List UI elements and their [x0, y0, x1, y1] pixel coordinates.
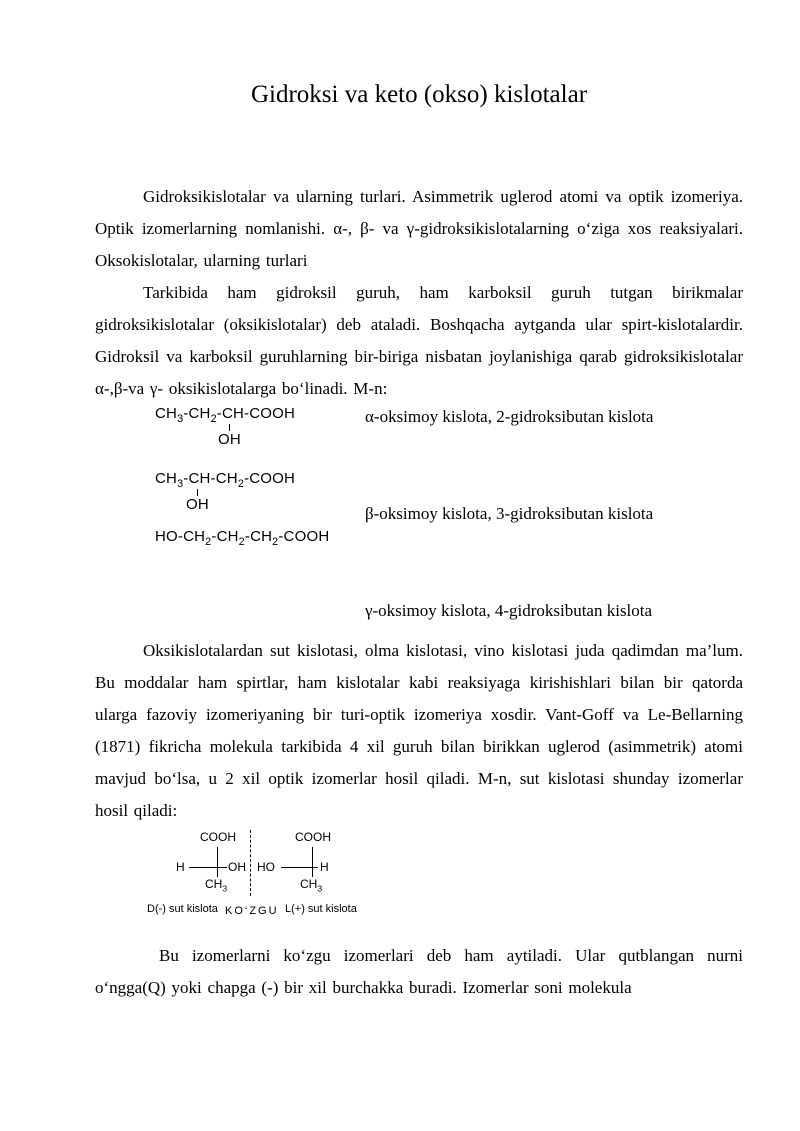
formula-alpha-hydroxyl: OH	[218, 431, 241, 448]
mirror-diagram	[95, 827, 743, 927]
right-molecule-vertical-bond	[312, 847, 313, 877]
paragraph-intro: Gidroksikislotalar va ularning turlari. Asimmetrik uglerod atomi va optik izomeriya. Optik izomerlarning nomlanishi. α-, β- va γ-gidroksikislotalarning o‘ziga xos reaksiyalari. Oksokislotalar, ularning turlari	[95, 187, 743, 270]
formula-gamma-label: γ-oksimoy kislota, 4-gidroksibutan kislota	[365, 601, 653, 620]
left-molecule-oh: OH	[228, 860, 246, 874]
right-molecule-h: H	[320, 860, 329, 874]
right-molecule-ch3: $CH_3$	[300, 877, 323, 894]
bond-line-beta	[197, 489, 198, 496]
formula-section	[95, 405, 743, 635]
formula-beta-structure: $CH_3-CH-CH_2$-COOH	[155, 470, 296, 490]
left-molecule-cooh: COOH	[200, 830, 236, 844]
paragraph-history: Oksikislotalardan sut kislotasi, olma kislotasi, vino kislotasi juda qadimdan ma’lum. Bu moddalar ham spirtlar, ham kislotalar kabi reaksiyaga kirishishlari bilan bir qatorda ularga fazoviy izomeriyaning bir turi-optik izomeriya xosdir. Vant-Goff va Le-Bellarning (1871) fikricha molekula tarkibida 4 xil guruh bilan birikkan uglerod (asimmetrik) atomi mavjud bo‘lsa, u 2 xil optik izomerlar hosil qiladi. M-n, sut kislotasi shunday izomerlar hosil qiladi:	[95, 641, 743, 820]
formula-alpha-structure: $CH_3-CH_2-CH$-COOH	[155, 405, 296, 425]
right-molecule-cooh: COOH	[295, 830, 331, 844]
paragraph-definition: Tarkibida ham gidroksil guruh, ham karboksil guruh tutgan birikmalar gidroksikislotalar (oksikislotalar) deb ataladi. Boshqacha aytganda ular spirt-kislotalardir. Gidroksil va karboksil guruhlarning bir-biriga nisbatan joylanishiga qarab gidroksikislotalar α-,β-va γ- oksikislotalarga bo‘linadi. M-n:	[95, 283, 743, 398]
left-molecule-vertical-bond	[217, 847, 218, 877]
paragraph-closing: Bu izomerlarni ko‘zgu izomerlari deb ham aytiladi. Ular qutblangan nurni o‘ngga(Q) yoki chapga (-) bir xil burchakka buradi. Izomerlar soni molekula	[95, 946, 743, 997]
left-molecule-ch3: $CH_3$	[205, 877, 228, 894]
formula-alpha-label: α-oksimoy kislota, 2-gidroksibutan kislota	[365, 407, 654, 426]
left-molecule-h: H	[176, 860, 185, 874]
formula-beta-label: β-oksimoy kislota, 3-gidroksibutan kislota	[365, 504, 654, 523]
left-molecule-caption: D(-) sut kislota	[147, 903, 218, 915]
right-molecule-caption: L(+) sut kislota	[285, 903, 357, 915]
right-molecule-horizontal-bond	[281, 867, 318, 868]
bond-line-alpha	[229, 424, 230, 431]
mirror-label: KO‘ZGU	[225, 905, 279, 917]
mirror-dashed-line	[250, 830, 251, 896]
formula-gamma-structure: $HO-CH_2-CH_2-CH_2$-COOH	[155, 528, 330, 548]
page-title: Gidroksi va keto (okso) kislotalar	[250, 81, 588, 108]
formula-beta-hydroxyl: OH	[186, 496, 209, 513]
left-molecule-horizontal-bond	[189, 867, 227, 868]
right-molecule-ho: HO	[257, 860, 275, 874]
